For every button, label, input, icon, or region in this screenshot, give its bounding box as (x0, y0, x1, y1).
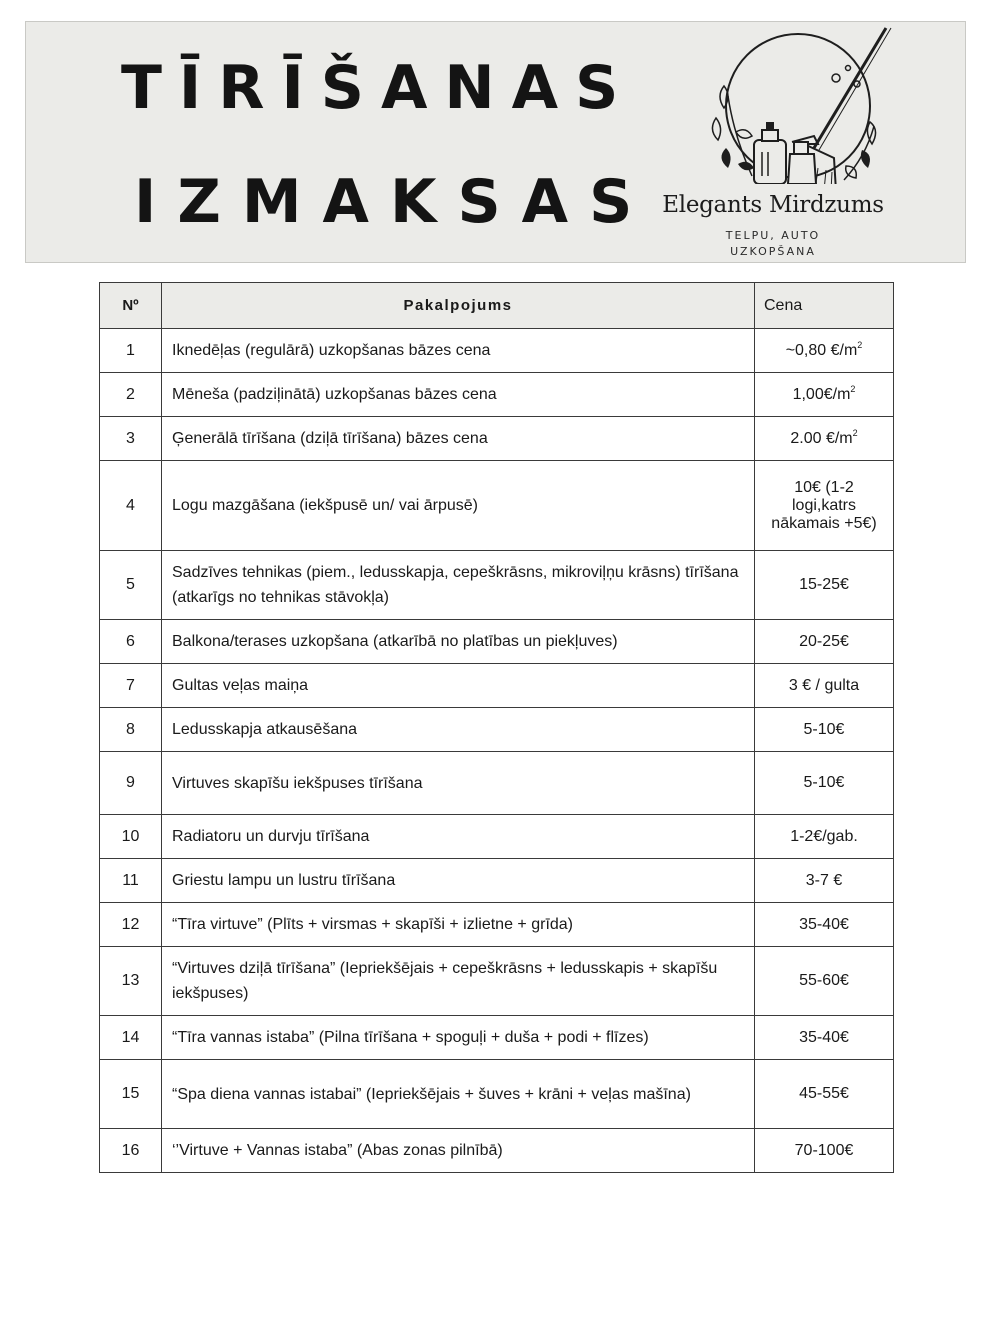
service-name: Griestu lampu un lustru tīrīšana (162, 859, 755, 903)
service-price (755, 859, 894, 903)
price-value: 45-55€ (799, 1085, 849, 1102)
row-number: 10 (100, 815, 162, 859)
table-row (100, 551, 894, 620)
column-header-price: Cena (755, 283, 894, 329)
table-row (100, 1129, 894, 1173)
row-number: 7 (100, 664, 162, 708)
table-row (100, 417, 894, 461)
service-name: Ģenerālā tīrīšana (dziļā tīrīšana) bāzes cena (162, 417, 755, 461)
cleaning-supplies-wreath-icon (686, 26, 931, 184)
service-price (755, 752, 894, 815)
row-number: 3 (100, 417, 162, 461)
service-name: Logu mazgāšana (iekšpusē un/ vai ārpusē) (162, 461, 755, 551)
service-name: Iknedēļas (regulārā) uzkopšanas bāzes cena (162, 329, 755, 373)
price-value: 35-40€ (799, 1028, 849, 1046)
column-header-service: Pakalpojums (162, 283, 755, 329)
row-number: 13 (100, 947, 162, 1016)
service-price (755, 373, 894, 417)
price-unit-exponent: 2 (850, 383, 856, 394)
price-value: 5-10€ (803, 720, 845, 738)
row-number: 11 (100, 859, 162, 903)
price-unit-exponent: 2 (852, 427, 858, 438)
service-name: Gultas veļas maiņa (162, 664, 755, 708)
table-row (100, 1060, 894, 1129)
table-row (100, 329, 894, 373)
service-price (755, 551, 894, 620)
service-price (755, 664, 894, 708)
price-value: 35-40€ (799, 915, 849, 933)
table-row (100, 1016, 894, 1060)
service-name: “Virtuves dziļā tīrīšana” (Iepriekšējais + cepeškrāsns + ledusskapis + skapīšu iekšpuses) (162, 947, 755, 1016)
table-row (100, 859, 894, 903)
price-value: 2.00 €/m (790, 429, 853, 447)
price-value: 1-2€/gab. (790, 827, 858, 845)
service-price (755, 903, 894, 947)
row-number: 6 (100, 620, 162, 664)
table-row (100, 373, 894, 417)
service-name: “Tīra vannas istaba” (Pilna tīrīšana + spoguļi + duša + podi + flīzes) (162, 1016, 755, 1060)
price-value: 20-25€ (799, 632, 849, 650)
row-number: 4 (100, 461, 162, 551)
row-number: 15 (100, 1060, 162, 1129)
service-name: Mēneša (padziļinātā) uzkopšanas bāzes cena (162, 373, 755, 417)
table-row (100, 664, 894, 708)
brand-name: Elegants Mirdzums (662, 192, 884, 218)
row-number: 12 (100, 903, 162, 947)
price-value: 3 € / gulta (788, 676, 860, 694)
brand-tagline-line-2: UZKOPŠANA (730, 245, 816, 258)
table-row (100, 815, 894, 859)
price-value: ~0,80 €/m (785, 341, 858, 359)
price-value: 70-100€ (794, 1141, 854, 1159)
service-price (755, 708, 894, 752)
service-price (755, 1016, 894, 1060)
column-header-number: Nº (100, 283, 162, 329)
table-row (100, 620, 894, 664)
row-number: 9 (100, 752, 162, 815)
service-price (755, 815, 894, 859)
service-price (755, 1129, 894, 1173)
price-table (99, 282, 894, 1173)
table-row (100, 708, 894, 752)
service-price (755, 417, 894, 461)
price-unit-exponent: 2 (857, 339, 863, 350)
service-price (755, 329, 894, 373)
row-number: 5 (100, 551, 162, 620)
price-value: 3-7 € (805, 871, 843, 889)
service-price (755, 461, 894, 551)
service-name: Radiatoru un durvju tīrīšana (162, 815, 755, 859)
service-name: “Tīra virtuve” (Plīts + virsmas + skapīši + izlietne + grīda) (162, 903, 755, 947)
price-value: 10€ (1-2 logi,katrs nākamais +5€) (771, 478, 877, 532)
row-number: 14 (100, 1016, 162, 1060)
table-row (100, 947, 894, 1016)
row-number: 2 (100, 373, 162, 417)
service-name: Virtuves skapīšu iekšpuses tīrīšana (162, 752, 755, 815)
row-number: 16 (100, 1129, 162, 1173)
brand-tagline (688, 228, 858, 260)
table-row (100, 903, 894, 947)
service-name: Balkona/terases uzkopšana (atkarībā no platības un piekļuves) (162, 620, 755, 664)
service-price (755, 947, 894, 1016)
service-name: ‘’Virtuve + Vannas istaba” (Abas zonas pilnībā) (162, 1129, 755, 1173)
header-banner (25, 21, 966, 263)
service-name: Sadzīves tehnikas (piem., ledusskapja, cepeškrāsns, mikroviļņu krāsns) tīrīšana (atkarīgs no tehnikas stāvokļa) (162, 551, 755, 620)
price-value: 55-60€ (799, 972, 849, 989)
row-number: 1 (100, 329, 162, 373)
table-header-row (100, 283, 894, 329)
service-price (755, 1060, 894, 1129)
row-number: 8 (100, 708, 162, 752)
service-price (755, 620, 894, 664)
table-row (100, 461, 894, 551)
service-name: “Spa diena vannas istabai” (Iepriekšējais + šuves + krāni + veļas mašīna) (162, 1060, 755, 1129)
title-line-2: IZMAKSAS (134, 167, 654, 237)
price-value: 5-10€ (803, 774, 845, 791)
price-value: 1,00€/m (792, 385, 851, 403)
title-line-1: TĪRĪŠANAS (121, 53, 636, 123)
brand-tagline-line-1: TELPU, AUTO (725, 229, 821, 242)
service-name: Ledusskapja atkausēšana (162, 708, 755, 752)
price-value: 15-25€ (799, 576, 849, 593)
table-row (100, 752, 894, 815)
